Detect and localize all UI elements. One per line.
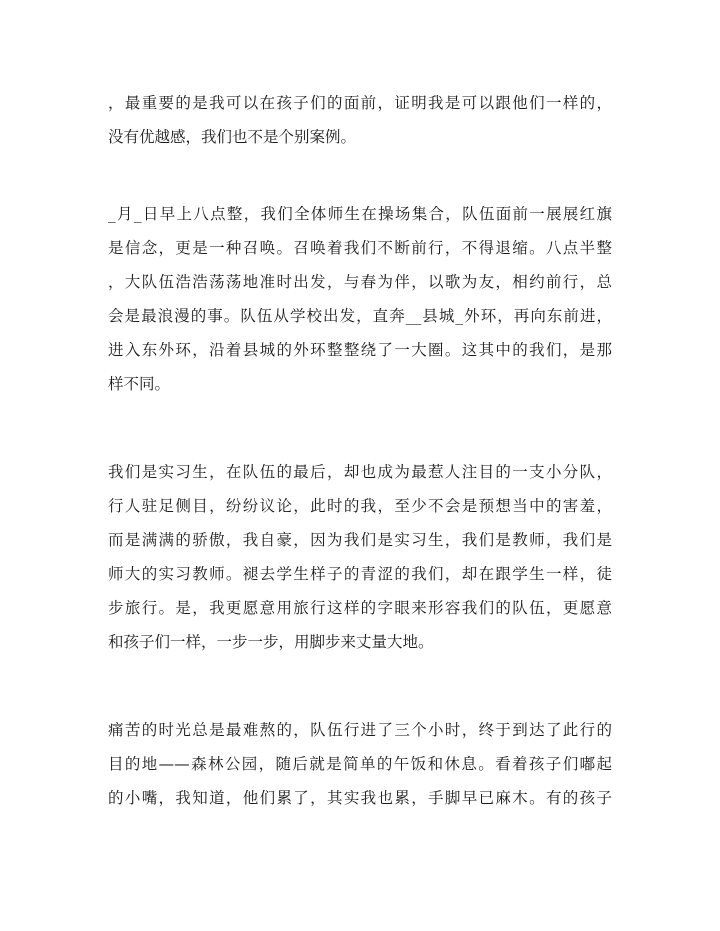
paragraph-2 — [108, 197, 612, 401]
text-line: 师大的实习教师。褪去学生样子的青涩的我们，却在跟学生一样，徒 — [108, 565, 612, 583]
text-line: _月_日早上八点整，我们全体师生在操场集合，队伍面前一展展红旗 — [108, 205, 612, 223]
text-line: ，最重要的是我可以在孩子们的面前，证明我是可以跟他们一样的， — [108, 94, 612, 112]
text-line: 的小嘴，我知道，他们累了，其实我也累，手脚早已麻木。有的孩子 — [108, 789, 612, 807]
text-line: 我们是实习生，在队伍的最后，却也成为最惹人注目的一支小分队， — [108, 463, 612, 481]
text-line: 是信念，更是一种召唤。召唤着我们不断前行，不得退缩。八点半整 — [108, 239, 612, 257]
text-line: 步旅行。是，我更愿意用旅行这样的字眼来形容我们的队伍，更愿意 — [108, 599, 612, 617]
text-line: 行人驻足侧目，纷纷议论，此时的我，至少不会是预想当中的害羞， — [108, 497, 612, 515]
text-line: 样不同。 — [108, 375, 171, 393]
text-line: 会是最浪漫的事。队伍从学校出发，直奔__县城_外环，再向东前进， — [108, 307, 612, 325]
text-line: 目的地——森林公园，随后就是简单的午饭和休息。看着孩子们嘟起 — [108, 755, 612, 773]
text-line: 没有优越感，我们也不是个别案例。 — [108, 128, 357, 146]
text-line: 痛苦的时光总是最难熬的，队伍行进了三个小时，终于到达了此行的 — [108, 721, 612, 739]
paragraph-4 — [108, 713, 612, 815]
paragraph-3 — [108, 455, 612, 659]
text-line: ，大队伍浩浩荡荡地准时出发，与春为伴，以歌为友，相约前行，总 — [108, 273, 612, 291]
text-line: 而是满满的骄傲，我自豪，因为我们是实习生，我们是教师，我们是 — [108, 531, 612, 549]
text-line: 和孩子们一样，一步一步，用脚步来丈量大地。 — [108, 633, 434, 651]
paragraph-1 — [108, 86, 612, 154]
text-line: 进入东外环，沿着县城的外环整整绕了一大圈。这其中的我们，是那 — [108, 341, 612, 359]
